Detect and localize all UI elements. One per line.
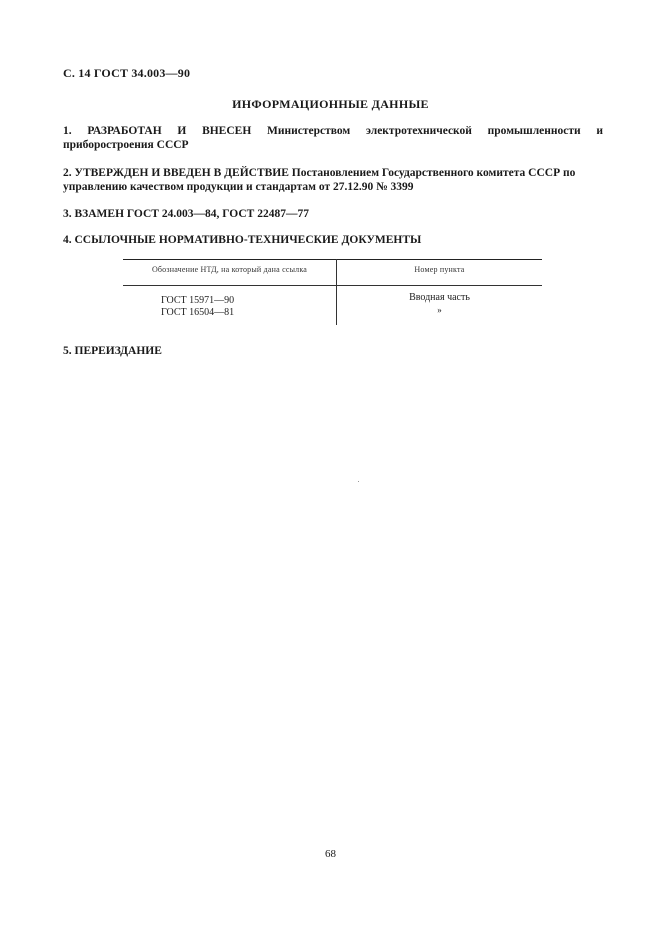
item-reissue-lead: 5. ПЕРЕИЗДАНИЕ	[63, 345, 162, 357]
page-header: С. 14 ГОСТ 34.003—90	[63, 66, 191, 80]
item-replaces-lead: 3. ВЗАМЕН ГОСТ 24.003—84, ГОСТ 22487—77	[63, 208, 309, 220]
table-cell-clause-2: »	[437, 305, 442, 315]
table-top-rule	[123, 259, 542, 260]
item-references	[63, 233, 603, 247]
table-cell-ntd-1: ГОСТ 15971—90	[161, 295, 235, 306]
table-header-rule	[123, 285, 542, 286]
table-header-clause: Номер пункта	[414, 265, 465, 274]
table-cell-clause-1: Вводная часть	[409, 292, 470, 303]
table-header-ntd: Обозначение НТД, на который дана ссылка	[151, 265, 308, 274]
table-column-ntd	[161, 295, 234, 319]
section-title: ИНФОРМАЦИОННЫЕ ДАННЫЕ	[232, 97, 429, 111]
item-references-lead: 4. ССЫЛОЧНЫЕ НОРМАТИВНО-ТЕХНИЧЕСКИЕ ДОКУМЕНТЫ	[63, 234, 422, 246]
page-number: 68	[325, 848, 336, 860]
references-table	[123, 259, 542, 325]
item-reissue	[63, 344, 603, 358]
item-developed-lead: 1. РАЗРАБОТАН И ВНЕСЕН	[63, 125, 252, 137]
item-approved-text: Постановлением Государственного комитета СССР по управлению качеством продукции и стандартам от 27.12.90 № 3399	[63, 167, 576, 193]
item-approved	[63, 166, 603, 194]
item-developed	[63, 124, 603, 152]
item-approved-lead: 2. УТВЕРЖДЕН И ВВЕДЕН В ДЕЙСТВИЕ	[63, 167, 289, 179]
table-cell-ntd-2: ГОСТ 16504—81	[161, 307, 235, 318]
item-developed-text: Министерством электротехнической промышленности и приборостроения СССР	[63, 125, 604, 151]
table-column-clause	[337, 292, 542, 316]
scan-speck	[358, 481, 359, 482]
item-replaces	[63, 207, 603, 221]
